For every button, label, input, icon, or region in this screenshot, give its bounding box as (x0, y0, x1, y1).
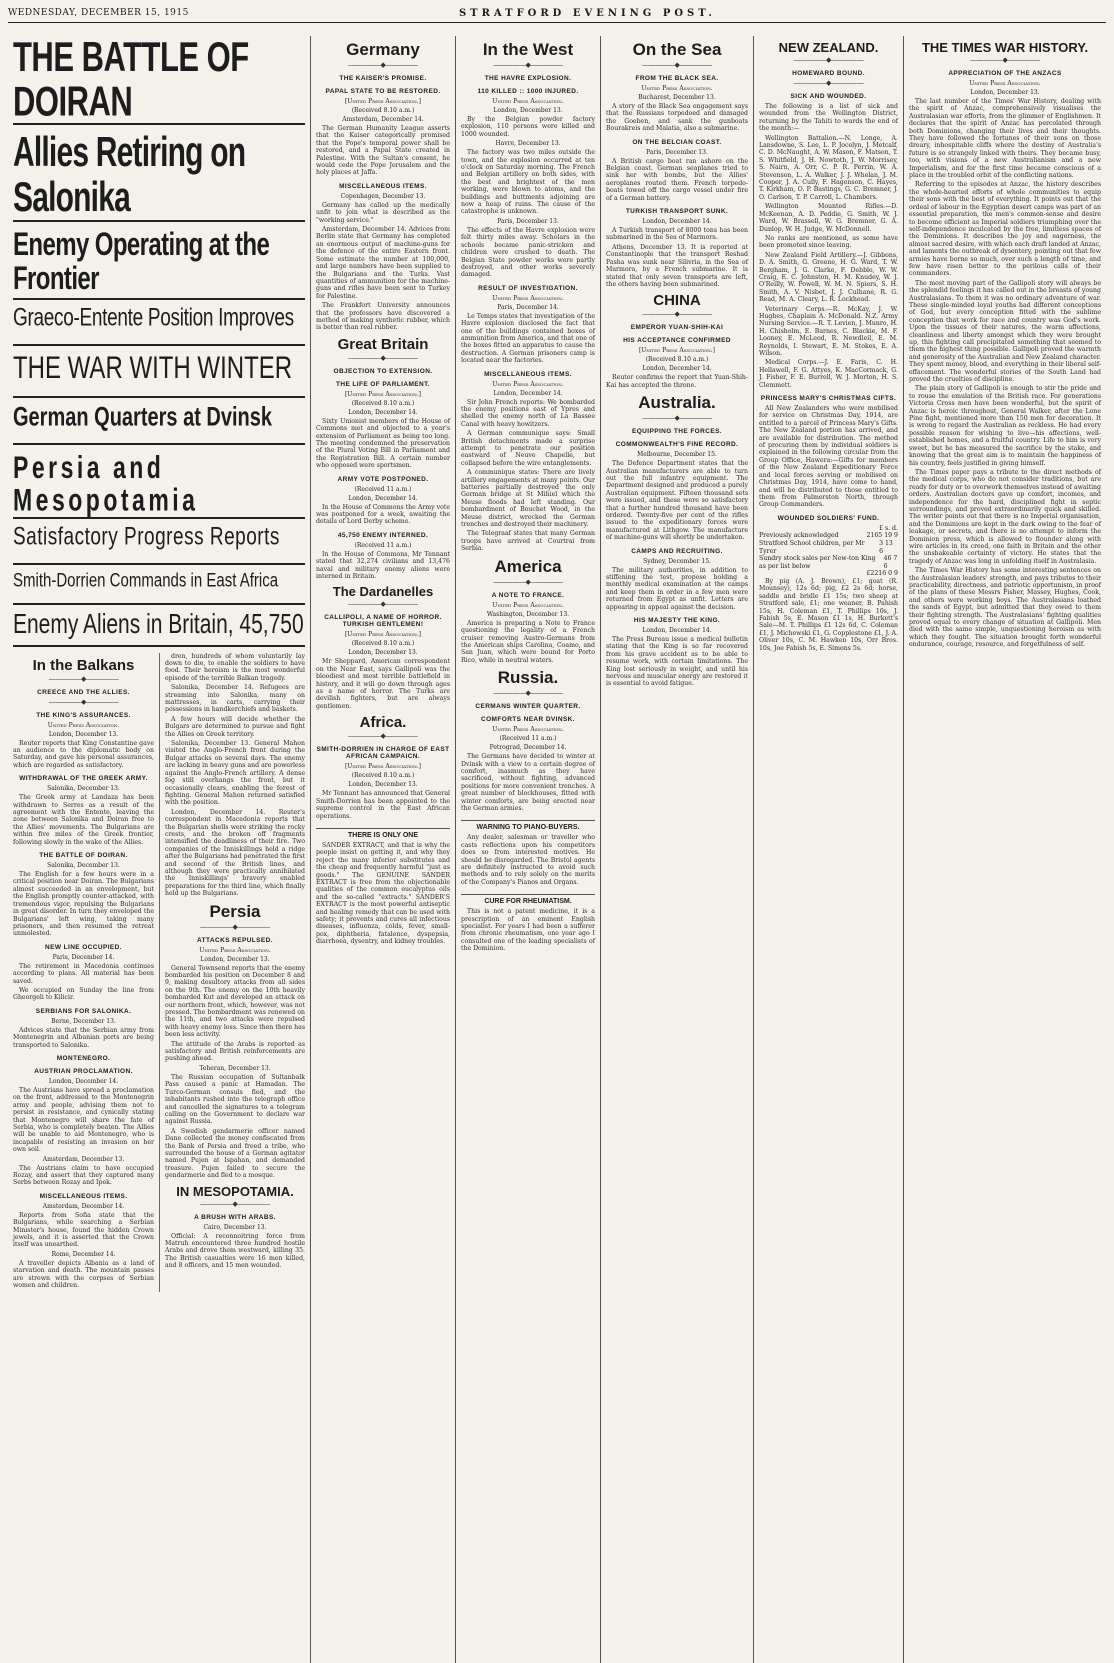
section-heading: HIS ACCEPTANCE CONFIRMED (623, 337, 731, 345)
section-heading: MISCELLANEOUS ITEMS. (484, 370, 572, 378)
advert-heading: WARNING TO PIANO-BUYERS. (461, 820, 595, 831)
section-heading: HIS MAJESTY THE KING. (633, 617, 721, 625)
section-heading: THE BATTLE OF DOIRAN. (39, 852, 128, 860)
section-title: In the West (482, 40, 574, 59)
section-heading: COMMONWEALTH'S FINE RECORD. (615, 441, 739, 449)
section-title: Russia. (497, 668, 559, 688)
headline-5: THE WAR WITH WINTER (13, 351, 293, 387)
section-heading: 110 KILLED :: 1000 INJURED. (477, 88, 579, 95)
section-heading: A BRUSH WITH ARABS. (194, 1213, 276, 1221)
headline-1: THE BATTLE OF DOIRAN (13, 36, 249, 125)
section-heading: SICK AND WOUNDED. (790, 93, 867, 100)
section-title: Persia (209, 901, 261, 921)
section-heading: CREECE AND THE ALLIES. (37, 688, 130, 696)
section-heading: PAPAL STATE TO BE RESTORED. (325, 88, 441, 95)
issue-date: WEDNESDAY, DECEMBER 15, 1915 (8, 8, 189, 18)
section-heading: FROM THE BLACK SEA. (635, 75, 719, 82)
section-heading: CALLIPOLI, A NAME OF HORROR. TURKISH GENTLEMEN! (324, 614, 442, 629)
sea-column: On the Sea —————◆————— FROM THE BLACK SEA. United Press Association. Bucharest, December 13. A story of the Black Sea engagement says that the Russians torpedoed and damaged the Goeben, and sank the gunboats Bourakreis and Malatia, also a submarine. ON THE BELCIAN COAST. Paris, December 13. A British cargo boat ran ashore on the Belgian coast. German seaplanes tried to sink her with bombs, but the Allies' aeroplanes routed them. French torpedo-boats towed off the cargo vessel under fire of a German battery. TURKISH TRANSPORT SUNK. London, December 14. A Turkish transport of 8000 tons has been submarined in the Sea of Marmora. Athens, December 13. It is reported at Constantinople that the transport Reshad Pasha was sunk near Silivria, in the Sea of Marmora, by a French submarine. It is stated that only seven transports are left, the others having been submarined. CHINA —————◆————— EMPEROR YUAN-SHIH-KAI HIS ACCEPTANCE CONFIRMED [United Press Association.] (Received 8.10 a.m.) London, December 14. Reuter confirms the report that Yuan-Shih-Kai has accepted the throne. Australia. —————◆————— EQUIPPING THE FORCES. COMMONWEALTH'S FINE RECORD. Melbourne, December 15. The Defence Department states that the Australian manufacturers are able to turn out the full infantry equipment. The Department designed and produced a purely Australian equipment. Fifteen thousand sets were issued, and these were so satisfactory that a further hundred thousand have been ordered. Twenty-five per cent of the rifles issued to the expeditionary forces were manufactured at Lithgow. The manufacture of machine-guns will shortly be undertaken. CAMPS AND RECRUITING. Sydney, December 15. The military authorities, in addition to stiffening the test, propose holding a monthly medical examination at the camps and keep them in order in a few men were returned from Egypt as unfit. Letters are appearing in appeal against the decision. HIS MAJESTY THE KING. London, December 14. The Press Bureau issue a medical bulletin stating that the King is so far recovered from his grave accident as to be able to resume work, with certain limitations. The King lost seriously in weight, and until his nervous and muscular energy are restored it is essential to avoid fatigue. (600, 36, 753, 1663)
account-row: Previously acknowledged 2165 19 9 (759, 532, 898, 540)
headline-4: Graeco-Entente Position Improves (13, 305, 294, 333)
section-heading: CAMPS AND RECRUITING. (631, 547, 723, 555)
section-title: On the Sea (632, 40, 722, 59)
headline-2: Allies Retiring on Salonika (13, 129, 246, 220)
section-heading: MISCELLANEOUS ITEMS. (339, 182, 427, 190)
running-header (8, 6, 1106, 20)
advert-heading: CURE FOR RHEUMATISM. (461, 894, 595, 905)
section-heading: AUSTRIAN PROCLAMATION. (34, 1067, 133, 1075)
section-heading: ATTACKS REPULSED. (197, 936, 273, 944)
section-heading: THE HAVRE EXPLOSION. (484, 75, 572, 82)
section-heading: NEW LINE OCCUPIED. (45, 943, 122, 951)
section-heading: TURKISH TRANSPORT SUNK. (625, 208, 729, 216)
headline-8: Satisfactory Progress Reports (13, 523, 280, 551)
west-column: In the West —————◆————— THE HAVRE EXPLOSION. 110 KILLED :: 1000 INJURED. United Press Association. London, December 13. By the Belgian powder factory explosion, 110 persons were killed and 1000 wounded. Havre, December 13. The factory was two miles outside the town, and the explosion occurred at ten o'clock on Saturday morning. The French and Belgian artillery on both sides, with the best and brightest of the men working, were blown to atoms, and the buildings and buttments adjoining are now a heap of ruins. The cause of the catastrophe is unknown. Paris, December 13. The effects of the Havre explosion were felt thirty miles away. Scholars in the schools became panic-stricken and children were crushed to death. The Belgian State powder works were partly destroyed, and other works severely damaged. RESULT OF INVESTIGATION. United Press Association. Paris, December 14. Le Temps states that investigation of the Havre explosion disclosed the fact that one of the buildings contained boxes of ammunition from America, and that one of the boxes fitted an apparatus to cause the destruction. A German prisoners camp is located near the factories. MISCELLANEOUS ITEMS. United Press Association. London, December 14. Sir John French reports: We bombarded the enemy positions east of Ypres and shelled the enemy north of La Bassee Canal with heavy howitzers. A German communique says: Small British detachments made a surprise attempt to penetrate our position eastward of Neuve Chapelle, but collapsed before the wire entanglements. A communique states: There are lively artillery engagements at many points. Our batteries partially destroyed the only German bridge at St Mihiel which the Meuse floods had left standing. Our bombardment of Bouchet Wood, in the Meuse district, wrecked the German trenches and destroyed their machinery. The Telegraaf states that many German troops have arrived at Courtrai from Serbia. America —————◆————— A NOTE TO FRANCE. United Press Association. Washington, December 13. America is preparing a Note to France questioning the legality of a French cruiser removing Austro-Germans from the American ships Carolina, Coamo, and San Juan, which were bound for Porto Rico, while in neutral waters. Russia. —————◆————— CERMANS WINTER QUARTER. COMFORTS NEAR DVINSK. United Press Association. (Received 11 a.m.) Petrograd, December 14. The Germans have decided to winter at Dvinsk with a view to a certain degree of comfort, inasmuch as they have sacrificed, without fighting, advanced positions for more convenient trenches. A great number of blockhouses, fitted with winter comforts, are being erected near the German armies. WARNING TO PIANO-BUYERS. Any dealer, salesman or traveller who casts reflections upon his competitors does so from interested motives. He should be disregarded. The Bristol agents are definitely instructed to avoid such methods and to rely solely on the merits of the Company's Pianos and Organs. CURE FOR RHEUMATISM. This is not a patent medicine, it is a prescription of an eminent English specialist. For years I had been a sufferer from chronic rheumatism, one year ago I consulted one of the leading specialists of the Dominion. (455, 36, 600, 1663)
section-heading: ARMY VOTE POSTPONED. (337, 475, 429, 483)
masthead: STRATFORD EVENING POST. (458, 7, 716, 19)
section-title: The Dardanelles (332, 584, 434, 600)
new-zealand-column: NEW ZEALAND. —————◆————— HOMEWARD BOUND. —————◆————— SICK AND WOUNDED. The following is a list of sick and wounded from the Wellington District, returning by the Tahiti to wards the end of the month:— Wellington Battalion.—N. Longe, A. Lansdowne, S. Lee, L. P. Jocelyn, J. Metcalf, C. D. McNaught, A. W. Mason, F. Matson, T. S. Whitfield, J. H. Nowtoth, J. W. Morrisey, S. Nairn, A. Orr, C. P. R. Perrin, W. A. Stevenson, L. A. Walker, J. J. Whelan, J. M. Cooper, J. A. Cully, F. Hagenson, C. Hayes, T. Kirkham, O. P. Bastings, G. C. Bremner, J. O. Carlson, T. P. Carroll, L. Chambers. Wellington Mounted Rifles.—D. McKeenan, A. D. Peddie, G. Smith, W. J. Ward, W. Brassell, W. G. Bremner, G. A. Dunlop, W. H. Judge, W. McDonnell. No ranks are mentioned, as some have been promoted since leaving. New Zealand Field Artillery.—J. Gibbons, D. A. Smith, G. Greene, H. G. Ward, T. W. Bergham, J. G. Clarke, F. Debble, W. W. Craig, E. C. Johnston, H. M. Knudey, W. J. O'Reilly, W. Powell, W. M. N. Spiers, S. H. Smith, A. V. Nisbet, J. J. Culhane, R. G. Read, M. A. Cleary, L. R. Lockhead. Veterinary Corps.—R. McKay, J. W. Hughes, Chaplain A. McDonald. N.Z. Army Nursing Service.—R. T. Levien, J. Munro, H. H. Chisholm, E. Barnes, C. Blackie, M. F. Looney, E. McLeod, R. Newdleil, E. M. Reynolds, I. Stewart, E. M. Stokes, E. A. Wilson. Medical Corps.—J. E. Faris, C. H. Hellawell, F. G. Attyes, K. MacCormack, G. J. Fisher, F. E. Burrell, W. J. Morton, H. S. Clemmett. PRINCESS MARY'S CHRISTMAS CIFTS. All New Zealanders who were mobilised for service on Christmas Day, 1914, are entitled to a parcel of Princess Mary's Gifts. The New Zealand portion has arrived, and are available for distribution. The method of procuring them by individual soldiers is explained in the following circular from the Group Office, Hawera:—Gifts for members of the New Zealand Expeditionary Force and local forces serving or mobilised on Christmas Day, 1914, have come to hand, and will be distributed to those entitled to them from Palmerston North, through Group Commanders. WOUNDED SOLDIERS' FUND. £ s. d. Previously acknowledged 2165 19 9 Stratford School children, per Mr Tyrer 3 13 6 Sundry stock sales per New-ton King as per list below 46 7 6 £2216 0 9 By pig (A. J. Brown), £1; goat (R. Mounsey), 12s 6d; pig, £2 2s 6d; horse, saddle and bridle £1 15s; two sheep at Stratford sale, £1; one weaner, B. Pahish 15s, H. Coleman £1, T. Phillips 10s, J. Fabish 5s, E. Mason £1 1s, H. Burkett's Sale—M. T. Phillips £1 12s 6d, C. Coleman £1, J. Michewski £1, G. Copplestone £1, J. A. Oliver 10s, C. M. Hawken 10s, Orr Bros. 10s, Joe Fabish 5s, E. Simons 5s. (753, 36, 903, 1663)
section-heading: THE KAISER'S PROMISE. (339, 75, 427, 82)
section-heading: OBJECTION TO EXTENSION. (333, 367, 433, 375)
section-heading: PRINCESS MARY'S CHRISTMAS CIFTS. (760, 395, 897, 403)
headline-7: Persia and Mesopotamia (13, 449, 199, 517)
balkans-column: In the Balkans —————◆————— CREECE AND THE ALLIES. —————◆————— THE KING'S ASSURANCES. United Press Association. London, December 13. Reuter reports that King Constantine gave an audience to the diplomatic body on Saturday, and gave his personal assurances, which are regarded as satisfactory. WITHDRAWAL OF THE GREEK ARMY. Salonika, December 13. The Greek army at Landaza has been withdrawn to Serres as a result of the agreement with the Entente, leaving the zone between Salonika and Doiran free to the Allies' movements. The Bulgarians are within five miles of the Greek frontier, following slowly in the wake of the Allies. THE BATTLE OF DOIRAN. Salonika, December 13. The English for a few hours were in a critical position near Doiran. The Bulgarians almost succeeded in an envelopment, but the English promptly counter-attacked, with tremendous vigor, repulsing the Bulgarians in great disorder. In turn they enveloped the Bulgarians' left wing, taking many prisoners, and then resumed the retreat unmolested. NEW LINE OCCUPIED. Paris, December 14. The retirement in Macedonia continues according to plans. All material has been saved. We occupied on Sunday the line from Gheorgeli to Kilicir. SERBIANS FOR SALONIKA. Berne, December 13. Advices state that the Serbian army from Montenegrin and Albanian ports are being transported to Salonika. MONTENEGRO. AUSTRIAN PROCLAMATION. London, December 14. The Austrians have spread a proclamation on the front, addressed to the Montenegrin army and people, advising them not to persist in resistance, and cynically stating that Montenegro will share the fate of Serbia, who is completely beaten. The Allies will be unable to aid Montenegro, who is incapable of resisting an invasion on her own soil. Amsterdam, December 13. The Austrians claim to have occupied Rozay, and assert that they captured many Serbs between Rozay and Ipek. MISCELLANEOUS ITEMS. Amsterdam, December 14. Reports from Sofia state that the Bulgarians, while searching a Serbian Minister's house, found the hidden Crown jewels, and it is asserted that the Crown itself was unearthed. Rome, December 14. A traveller depicts Albania as a land of starvation and death. The mountain passes are strewn with the corpses of Serbian women and children. (13, 653, 159, 1292)
newspaper-columns (8, 36, 1106, 1663)
section-title: NEW ZEALAND. (778, 40, 879, 55)
section-title: Africa. (359, 714, 407, 732)
section-heading: WOUNDED SOLDIERS' FUND. (777, 514, 880, 522)
section-heading: RESULT OF INVESTIGATION. (478, 284, 578, 292)
times-war-history-column: THE TIMES WAR HISTORY. —————◆————— APPRECIATION OF THE ANZACS United Press Association. London, December 13. The last number of the Times' War History, dealing with the spirit of Anzac, comprehensively visualises the Australasian war efforts, from the glimmer of Englishmen. It declares that the spirit of Anzac has percolated through both Dominions, changing their lives and their thoughts. They have followed the fortunes of their sons on those dreary, inhospitable cliffs where the destiny of Australia's future is so strangely linked with theirs. They became busy, too, with visions of a new Australianism and a new Imperialism, and for the first time became conscious of a place in the troubled orbit of the conflicting nations. Referring to the episodes at Anzac, the history describes the whole-hearted efforts of whole communities to equip their sons with the best of everything. It points out that the ordeal of labour in the Egyptian desert camps was part of an essential preparation, the men's common-sense and desire to become efficient as Imperial soldiers triumphing over the self-independence inculcated by the free, limitless spaces of the Dominions. It describes the joy and eagerness, the almost sacred desire, with which each draft landed at Anzac, and laments the outbreak of dysentery, pointing out that few armies have borne so much, over such a length of time, and few have risen better to the perilous calls of their commanders. The most moving part of the Gallipoli story will always be the splendid feelings it has called out in the breasts of young Australasians. To them it was no ordinary adventure of war. These single-minded loyal youths had different conceptions of God, but every conception fitted with the sublime conception that work for race and country was God's work. Upon the tissues of their natures, the warm affections, cleanliness and liberty amongst which they were brought up, this fighting call precipitated something that seemed to them the highest thing possible. Gallipoli proved the warmth and generosity of the Australian and New Zealand character. They spent money, blood, and everything in their liberal self-effacement. The wonderful stories of the South Land had proved the cruelties of discipline. The plain story of Gallipoli is enough to stir the pride and to rouse the emulation of the British race. For generations Victoria Cross men have been wonderful, but the spirit of Anzac is heroic throughout, General Walker, after the Lone Pine fight, mentioned more than 150 men for decoration. It is wrong to regard the Australian as reckless. He had every possible reason for wishing to live—his affections, well-established homes, and a fruitful country. Life to him is very sweet, but he has measured the sacrifice by the stake, and knowing that the great aim is to maintain the happiness of his country, feels justified in giving himself. The Times paper pays a tribute to the direct methods of the medical corps, who do not consider traditions, but are ready for duty or to overwork themselves instead of awaiting orders. Australian doctors gave up comfort, incomes, and independence for the hard, disciplined fight in septic surroundings, and proved extraordinarily quick and skilled. The writer points out that there is no Imperial organisation, and the Dominions are kept in the dark owing to the fear of leakage, or secrets, and there is no attempt to inform the Dominion press, which is allowed to flounder along with wire articles in its creed, one faith in Britain and the other the unshakeable certainty of victory. He states that the tragedy of Anzac was long in unfolding itself in Australasia. The Times War History has some interesting sentences on the Australasian leaders' strength, and pays tributes to their practicability, directness, and patriotic opportunism, in proof of the plans of these Messrs Fisher, Massey, Hughes, Cook, and others were working boys. The Australasians loathed the sands of Egypt, but admitted that they owed to them their fighting strength. The Australasians' fighting qualities proved equal to every change of situation at Gallipoli. Men died with the same simple, unquestioning heroism as with which they fought. The situation brought forth wonderful endurance, courage, resource, and forgetfulness of self. (903, 36, 1106, 1663)
account-row: £2216 0 9 (866, 570, 898, 578)
headline-9: Smith-Dorrien Commands in East Africa (13, 569, 279, 592)
advert-heading: THERE IS ONLY ONE (316, 828, 450, 839)
section-heading: EQUIPPING THE FORCES. (631, 428, 723, 436)
header-rule (8, 22, 1106, 23)
section-heading: MISCELLANEOUS ITEMS. (39, 1192, 128, 1200)
section-heading: HOMEWARD BOUND. (792, 70, 865, 77)
section-heading: THE KING'S ASSURANCES. (36, 711, 131, 719)
account-row: Sundry stock sales per New-ton King as per list below 46 7 6 (759, 555, 898, 570)
headline-3: Enemy Operating at the Frontier (13, 226, 270, 298)
section-heading: CERMANS WINTER QUARTER. (475, 703, 581, 711)
section-title: America (494, 556, 562, 576)
section-title: IN MESOPOTAMIA. (176, 1183, 294, 1199)
section-title: Germany (346, 40, 420, 59)
section-title: CHINA (653, 292, 701, 310)
section-heading: A NOTE TO FRANCE. (491, 591, 565, 599)
section-title: Great Britain (337, 335, 429, 353)
section-heading: SERBIANS FOR SALONIKA. (35, 1007, 132, 1015)
germany-column: Germany —————◆————— THE KAISER'S PROMISE. PAPAL STATE TO BE RESTORED. [United Press Association.] (Received 8.10 a.m.) Amsterdam, December 14. The German Humanity League asserts that the Kaiser categorically promised that the Pope's temporal power shall be restored, and a Papal State created in Palestine. With the Sultan's consent, he would cede the Pope Jerusalem and the holy places at Jaffa. MISCELLANEOUS ITEMS. Copenhagen, December 13. Germany has called up the medically unfit to join what is described as the "working service." Amsterdam, December 14. Advices from Berlin state that Germany has completed an enormous output of machine-guns for the defence of the entire Eastern front. Some estimate the number at 100,000, and large numbers have been supplied to the Bulgarians and the Turks. Vast quantities of ammunition for the machine-guns and rifles have been sent to Turkey for Palestine. The Frankfort University announces that the professors have discovered a method of making synthetic rubber, which is better than real rubber. Great Britain —————◆————— OBJECTION TO EXTENSION. THE LIFE OF PARLIAMENT. [United Press Association.] (Received 8.10 a.m.) London, December 14. Sixty Unionist members of the House of Commons met and objected to a year's extension of Parliament as being too long. The meeting condemned the preservation of the Plural Voting Bill in Parliament and the Registration Bill. A certain number who opposed were sportsmen. ARMY VOTE POSTPONED. (Received 11 a.m.) London, December 14. In the House of Commons the Army vote was postponed for a week, awaiting the details of Lord Derby scheme. 45,750 ENEMY INTERNED. (Received 11 a.m.) In the House of Commons, Mr Tennant stated that 32,274 civilians and 13,476 naval and military enemy aliens were interned in Britain. The Dardanelles —————◆————— CALLIPOLI, A NAME OF HORROR. TURKISH GENTLEMEN! [United Press Association.] (Received 8.10 a.m.) London, December 13. Mr Sheppard, American correspondent on the Near East, says Gallipoli was the bloodiest and most terrible battlefield in history, and it will go down through ages as a name of horror. The Turks are devilish fighters, but are always gentlemen. Africa. —————◆————— SMITH-DORRIEN IN CHARGE OF EAST AFRICAN CAMPAICN. [United Press Association.] (Received 8.10 a.m.) London, December 13. Mr Tennant has announced that General Smith-Dorrien has been appointed to the supreme control in the East African operations. THERE IS ONLY ONE SANDER EXTRACT, and that is why the people insist on getting it, and why they reject the many inferior substitutes and the cheap and frequently harmful "just as goods." The GENUINE SANDER EXTRACT is free from the objectionable qualities of the common eucalyptus oils and the so-called "extracts." SANDER'S EXTRACT is the most powerful antiseptic and healing remedy that can be used with safety; it prevents and cures all infectious diseases, influenza, colds, fever, small-pox, diphtheria, fatalence, dyspepsia, diarrhoea, dysentry, and kidney troubles. (310, 36, 455, 1663)
section-heading: 45,750 ENEMY INTERNED. (337, 531, 429, 539)
section-heading: COMFORTS NEAR DVINSK. (481, 716, 575, 724)
section-title: THE TIMES WAR HISTORY. (921, 40, 1089, 55)
section-heading: THE LIFE OF PARLIAMENT. (336, 380, 430, 388)
section-heading: WITHDRAWAL OF THE GREEK ARMY. (19, 775, 148, 783)
front-column (8, 36, 310, 1663)
section-heading: EMPEROR YUAN-SHIH-KAI (630, 324, 724, 332)
headline-10: Enemy Aliens in Britain, 45,750 (13, 609, 304, 640)
balkans-continued-column: dren, hundreds of whom voluntarily lay down to die, to enable the soldiers to have food. Their heroism is the most wonderful episode of the terrible Balkan tragedy. Salonika, December 14. Refugees are streaming into Salonika, many on mattresses, in carts, carrying their possessions in handkerchiefs and baskets. A few hours will decide whether the Bulgars are determined to pursue and fight the Allies on Greek territory. Salonika, December 13. General Mahon visited the Anglo-French front during the Bulgar attacks on several days. The enemy are lacking in heavy guns and are powerless against the Anglo-French artillery. A dense fog still overhangs the front, but it occasionally clears, enabling the forest of fighting. General Mahon returned satisfied with the position. London, December 14. Reuter's correspondent in Macedonia reports that the Bulgarian shells were striking the rocky crests, and the broken off fragments intensified the deadliness of their fire. Two companies of the Inniskillings held a ridge after the Bulgarians had penetrated the first and second of the British lines, and although they were practically annihilated the Inniskillings' bravery enabled preparations for the third line, which finally held up the Bulgarians. Persia —————◆————— ATTACKS REPULSED. United Press Association. London, December 13. General Townsend reports that the enemy bombarded his position on December 8 and 9, making desultory attacks from all sides on the 9th. The enemy on the 10th heavily bombarded Kut and developed an attack on our northern front, which, however, was not pressed. The bombardment was renewed on the 11th, and two attacks were repulsed with heavy enemy loss. Since then there has been less activity. The attitude of the Arabs is reported as satisfactory and British reinforcements are pushing ahead. Teheran, December 13. The Russian occupation of Sultanbalk Pass caused a panic at Hamadan. The Turco-German consuls fled, and the inhabitants rushed into the telegraph office and cancelled the signatures to a telegram calling on the Government to declare war against Russia. A Swedish gendarmerie officer named Dane collected the money confiscated from the Bank of Persia and freed a tribe, who surrounded the house of a German agitator named Pujen at Ispahan, and demanded treasure. Pujen failed to secure the gendarmerie and fled to a mosque. IN MESOPOTAMIA. —————◆————— A BRUSH WITH ARABS. Cairo, December 13. Official: A reconnoitring force from Matruh encountered three hundred hostile Arabs and drove them westward, killing 35. The British casualties were 16 men killed, and 8 officers, and 15 men wounded. (159, 653, 305, 1292)
section-heading: ON THE BELCIAN COAST. (632, 138, 722, 146)
section-heading: SMITH-DORRIEN IN CHARGE OF EAST AFRICAN CAMPAICN. (316, 746, 450, 761)
account-row: Stratford School children, per Mr Tyrer 3 13 6 (759, 539, 893, 555)
section-title: Australia. (638, 393, 716, 413)
section-heading: APPRECIATION OF THE ANZACS (948, 70, 1062, 77)
headline-6: German Quarters at Dvinsk (13, 402, 272, 432)
section-title: In the Balkans (32, 656, 135, 674)
section-heading: MONTENEGRO. (56, 1054, 111, 1062)
fund-accounts: £ s. d. Previously acknowledged 2165 19 9 Stratford School children, per Mr Tyrer 3 13 6 Sundry stock sales per New-ton King as per list below 46 7 6 £2216 0 9 (759, 524, 898, 578)
